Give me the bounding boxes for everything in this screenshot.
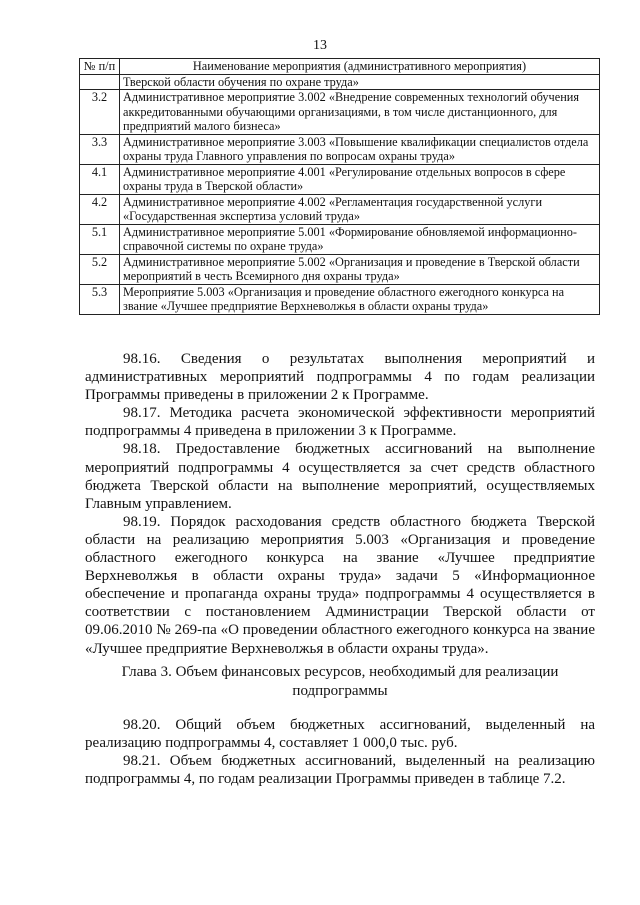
chapter-heading: Глава 3. Объем финансовых ресурсов, необходимый для реализации подпрограммы — [121, 664, 559, 699]
row-text: Тверской области обучения по охране труда» — [120, 74, 600, 90]
table-row — [80, 164, 600, 194]
measures-table — [79, 58, 600, 315]
table-row — [80, 224, 600, 254]
row-text: Административное мероприятие 3.002 «Внедрение современных технологий обучения аккредитованными обучающими организациями, в том числе дистанционного, для предприятий малого бизнеса» — [120, 90, 600, 135]
row-text: Административное мероприятие 5.002 «Организация и проведение в Тверской области мероприятий в честь Всемирного дня охраны труда» — [120, 254, 600, 284]
header-name: Наименование мероприятия (административного мероприятия) — [120, 59, 600, 75]
row-num: 4.1 — [80, 164, 120, 194]
row-num: 5.2 — [80, 254, 120, 284]
body-section-a — [85, 350, 595, 658]
table-row — [80, 194, 600, 224]
table-header-row — [80, 59, 600, 75]
row-num — [80, 74, 120, 90]
paragraph-98-21: 98.21. Объем бюджетных ассигнований, выделенный на реализацию подпрограммы 4, по годам реализации Программы приведен в таблице 7.2. — [85, 753, 595, 788]
body-section-b — [85, 716, 595, 788]
table-row — [80, 90, 600, 135]
paragraph-98-20: 98.20. Общий объем бюджетных ассигнований, выделенный на реализацию подпрограммы 4, составляет 1 000,0 тыс. руб. — [85, 717, 595, 752]
table-row — [80, 284, 600, 314]
header-num: № п/п — [80, 59, 120, 75]
paragraph-98-18: 98.18. Предоставление бюджетных ассигнований на выполнение мероприятий подпрограммы 4 осуществляется за счет средств областного бюджета Тверской области на выполнение мероприятий, осуществляемых Главным управлением. — [85, 441, 595, 512]
table-row — [80, 74, 600, 90]
row-text: Административное мероприятие 4.002 «Регламентация государственной услуги «Государственная экспертиза условий труда» — [120, 194, 600, 224]
row-text: Административное мероприятие 4.001 «Регулирование отдельных вопросов в сфере охраны труда в Тверской области» — [120, 164, 600, 194]
row-num: 5.3 — [80, 284, 120, 314]
paragraph-98-16: 98.16. Сведения о результатах выполнения мероприятий и административных мероприятий подпрограммы 4 по годам реализации Программы приведены в приложении 2 к Программе. — [85, 351, 595, 404]
row-text: Административное мероприятие 3.003 «Повышение квалификации специалистов отдела охраны труда Главного управления по вопросам охраны труда» — [120, 134, 600, 164]
table-row — [80, 254, 600, 284]
paragraph-98-19: 98.19. Порядок расходования средств областного бюджета Тверской области на реализацию мероприятия 5.003 «Организация и проведение областного ежегодного конкурса на звание «Лучшее предприятие Верхневолжья в области охраны труда» задачи 5 «Информационное обеспечение и пропаганда охраны труда» подпрограммы 4 осуществляется в соответствии с постановлением Администрации Тверской области от 09.06.2010 № 269-па «О проведении областного ежегодного конкурса на звание «Лучшее предприятие Верхневолжья в области охраны труда». — [85, 513, 595, 657]
row-num: 5.1 — [80, 224, 120, 254]
row-num: 3.3 — [80, 134, 120, 164]
paragraph-98-17: 98.17. Методика расчета экономической эффективности мероприятий подпрограммы 4 приведена в приложении 3 к Программе. — [85, 405, 595, 440]
table-row — [80, 134, 600, 164]
row-text: Мероприятие 5.003 «Организация и проведение областного ежегодного конкурса на звание «Лучшее предприятие Верхневолжья в области охраны труда» — [120, 284, 600, 314]
row-text: Административное мероприятие 5.001 «Формирование обновляемой информационно-справочной системы по охране труда» — [120, 224, 600, 254]
row-num: 4.2 — [80, 194, 120, 224]
page-number: 13 — [313, 38, 327, 53]
row-num: 3.2 — [80, 90, 120, 135]
